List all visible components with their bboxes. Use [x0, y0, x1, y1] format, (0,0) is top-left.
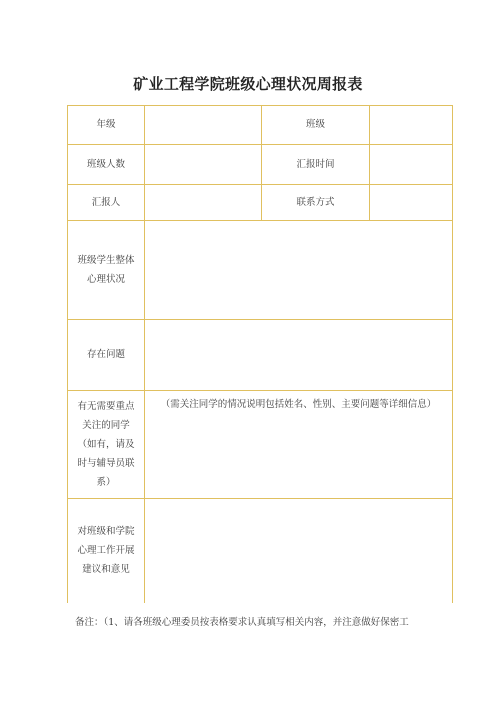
remark-note: 备注：（1、请各班级心理委员按表格要求认真填写相关内容，并注意做好保密工 [75, 617, 409, 628]
overall-status-label-line: 班级学生整体 [77, 255, 135, 266]
class-size-value-cell[interactable] [145, 145, 262, 185]
table-row [68, 145, 453, 185]
problems-value-cell[interactable] [145, 320, 453, 391]
attention-label-line: 时与辅导员联 [77, 458, 135, 469]
attention-label-line: 系） [96, 477, 116, 488]
suggestion-label-line: 心理工作开展 [77, 545, 135, 557]
reporter-value-cell[interactable] [145, 185, 262, 221]
class-size-label: 班级人数 [68, 145, 145, 185]
attention-value-cell[interactable] [145, 391, 453, 499]
attention-note: （需关注同学的情况说明包括姓名、性别、主要问题等详细信息） [160, 399, 437, 410]
contact-label: 联系方式 [262, 185, 370, 221]
table-row [68, 106, 453, 145]
suggestion-label-line: 对班级和学院 [77, 526, 135, 538]
overall-status-value-cell[interactable] [145, 221, 453, 320]
grade-value-cell[interactable] [145, 106, 262, 145]
report-time-label: 汇报时间 [262, 145, 370, 185]
overall-status-label [68, 221, 145, 320]
report-time-value-cell[interactable] [370, 145, 453, 185]
table-row [68, 221, 453, 320]
attention-label-line: （如有，请及 [77, 439, 135, 450]
attention-label [68, 391, 145, 499]
weekly-report-table [67, 105, 453, 603]
attention-label-line: 有无需要重点 [77, 401, 135, 412]
attention-label-line: 关注的同学 [82, 420, 130, 431]
suggestion-value-cell[interactable] [145, 499, 453, 603]
table-row [68, 499, 453, 603]
class-label: 班级 [262, 106, 370, 145]
overall-status-label-line: 心理状况 [86, 274, 125, 285]
page-title: 矿业工程学院班级心理状况周报表 [133, 75, 363, 93]
suggestion-label-line: 建议和意见 [82, 564, 130, 576]
reporter-label: 汇报人 [68, 185, 145, 221]
contact-value-cell[interactable] [370, 185, 453, 221]
table-row [68, 185, 453, 221]
table-row [68, 320, 453, 391]
problems-label: 存在问题 [68, 320, 145, 391]
grade-label: 年级 [68, 106, 145, 145]
suggestion-label [68, 499, 145, 603]
class-value-cell[interactable] [370, 106, 453, 145]
table-row [68, 391, 453, 499]
